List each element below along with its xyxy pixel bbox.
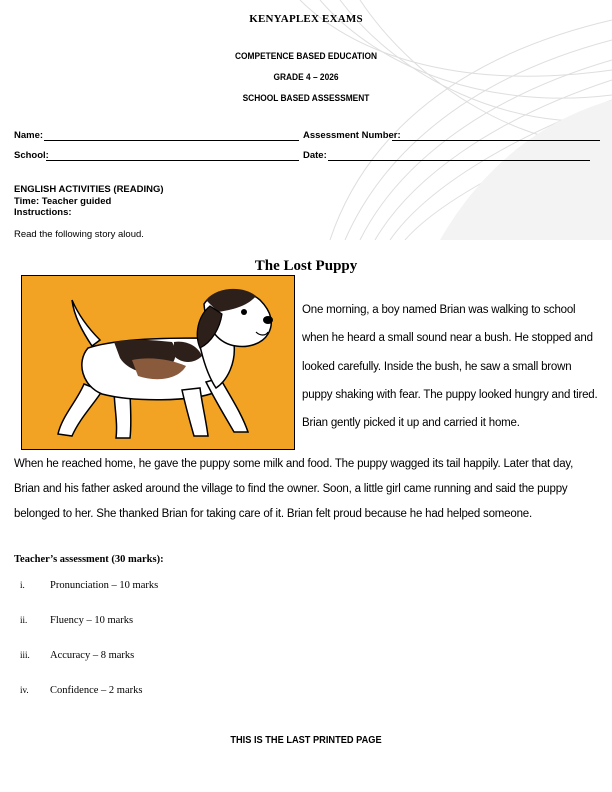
story-line: Brian and his father asked around the village to find the owner. Soon, a little girl came running and said the puppy <box>14 483 568 495</box>
curriculum-heading: COMPETENCE BASED EDUCATION <box>235 51 377 62</box>
school-label: School: <box>14 150 49 161</box>
item-number: ii. <box>20 615 28 625</box>
name-field[interactable] <box>44 140 299 141</box>
time-note: Time: Teacher guided <box>14 195 112 207</box>
story-side-paragraph <box>302 296 608 437</box>
school-field[interactable] <box>46 160 299 161</box>
assessment-item <box>20 615 133 626</box>
item-text: Pronunciation – 10 marks <box>50 580 159 591</box>
story-title: The Lost Puppy <box>254 258 358 274</box>
item-number: i. <box>20 580 25 590</box>
story-line: looked carefully. Inside the bush, he saw a small brown <box>302 360 572 373</box>
grade-year-heading: GRADE 4 – 2026 <box>273 72 339 83</box>
story-line: belonged to her. She thanked Brian for taking care of it. Brian felt proud because he had helped someone. <box>14 508 532 520</box>
subject-heading: ENGLISH ACTIVITIES (READING) <box>14 184 164 195</box>
puppy-icon <box>22 276 294 449</box>
instructions-label: Instructions: <box>14 207 72 218</box>
organization-title: KENYAPLEX EXAMS <box>249 13 363 25</box>
date-label: Date: <box>303 150 327 161</box>
item-number: iii. <box>20 650 30 660</box>
date-field[interactable] <box>328 160 590 161</box>
item-number: iv. <box>20 685 29 695</box>
story-line: Brian gently picked it up and carried it home. <box>302 417 520 430</box>
assessment-type-heading: SCHOOL BASED ASSESSMENT <box>242 93 370 104</box>
story-line: When he reached home, he gave the puppy some milk and food. The puppy wagged its tail happily. Later that day, <box>14 458 574 470</box>
assessment-item <box>20 580 158 591</box>
section-info <box>14 184 164 219</box>
assessment-item <box>20 650 134 661</box>
story-line: One morning, a boy named Brian was walking to school <box>302 304 576 316</box>
assessment-item <box>20 685 142 696</box>
assessment-number-field[interactable] <box>392 140 600 141</box>
story-line: puppy shaking with fear. The puppy looked hungry and tired. <box>302 388 598 401</box>
story-line: when he heard a small sound near a bush. He stopped and <box>302 332 593 345</box>
last-page-note: THIS IS THE LAST PRINTED PAGE <box>230 734 382 746</box>
puppy-illustration <box>21 275 295 450</box>
item-text: Fluency – 10 marks <box>50 615 134 626</box>
story-paragraph <box>14 452 606 527</box>
assessment-heading: Teacher’s assessment (30 marks): <box>14 554 164 565</box>
assessment-number-label: Assessment Number: <box>303 130 401 141</box>
name-label: Name: <box>14 130 44 141</box>
instruction-text: Read the following story aloud. <box>14 229 144 240</box>
item-text: Confidence – 2 marks <box>50 685 143 696</box>
item-text: Accuracy – 8 marks <box>50 650 135 661</box>
